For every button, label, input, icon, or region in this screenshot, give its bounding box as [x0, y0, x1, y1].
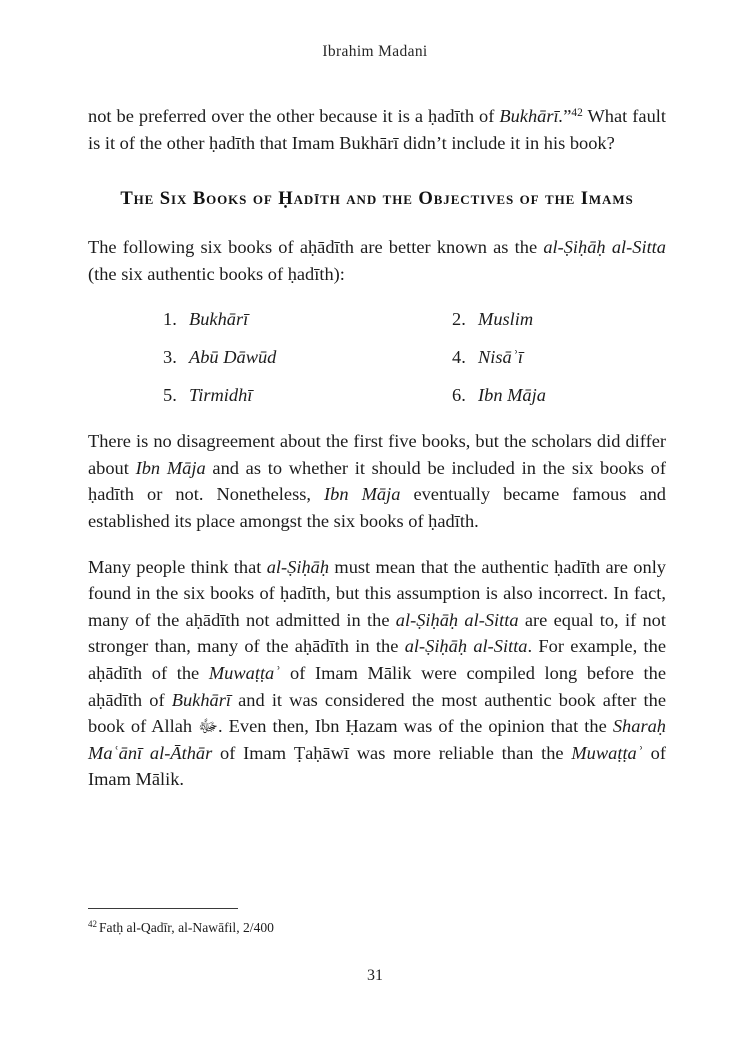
paragraph-ibn-maja	[88, 428, 666, 534]
paragraph-1-close-quote: ”	[563, 106, 572, 126]
paragraph-4-part4: . For example, the aḥādīth of the	[88, 636, 666, 683]
paragraph-4-italic-sharah-maani: Sharaḥ Maʿānī al-Āthār	[88, 716, 666, 763]
page-number: 31	[367, 967, 383, 984]
list-item-number: 6.	[452, 384, 466, 405]
paragraph-3-italic-ibn-maja-2: Ibn Māja	[324, 484, 401, 505]
list-item	[377, 306, 666, 333]
paragraph-1-italic-title: Bukhārī.	[499, 106, 564, 126]
list-item	[88, 306, 377, 333]
list-item	[377, 344, 666, 371]
footnote-area	[88, 908, 666, 937]
paragraph-4-part6: and it was considered the most authentic book after the book of Allah	[88, 689, 666, 737]
list-item-title: Bukhārī	[189, 309, 249, 330]
paragraph-4-part1: Many people think that	[88, 556, 267, 577]
paragraph-3-part1: There is no disagreement about the first five books, but the scholars did differ about	[88, 431, 666, 478]
list-item-number: 2.	[452, 309, 466, 330]
page-content	[88, 103, 666, 812]
paragraph-4-italic-sihah: al-Ṣiḥāḥ	[266, 556, 330, 577]
list-item-title: Ibn Māja	[478, 384, 546, 405]
paragraph-2-part2: (the six authentic books of ḥadīth):	[88, 263, 345, 284]
paragraph-4-italic-sihah-sitta-2: al-Ṣiḥāḥ al-Sitta	[404, 636, 528, 657]
paragraph-1-text-after: What fault is it of the other ḥadīth that Imam Bukhārī didn’t include it in his book?	[88, 106, 666, 153]
paragraph-1-text-before: not be preferred over the other because it is a ḥadīth of	[88, 106, 500, 126]
paragraph-4-part5: of Imam Mālik were compiled long before the aḥādīth of	[88, 662, 666, 710]
paragraph-4-part9: of Imam Mālik.	[88, 742, 666, 790]
list-item-title: Nisāʾī	[478, 346, 523, 367]
list-item-number: 1.	[163, 309, 177, 330]
list-item-title: Tirmidhī	[189, 384, 253, 405]
paragraph-4-part2: must mean that the authentic ḥadīth are only found in the six books of ḥadīth, but this assumption is also incorrect. In fact, many of the aḥādīth not admitted in the	[88, 556, 667, 630]
paragraph-4-italic-sihah-sitta-1: al-Ṣiḥāḥ al-Sitta	[395, 609, 519, 630]
list-item	[88, 344, 377, 371]
six-books-list	[88, 306, 666, 408]
paragraph-3-italic-ibn-maja-1: Ibn Māja	[135, 457, 206, 478]
list-item	[377, 382, 666, 409]
list-item	[88, 382, 377, 409]
paragraph-4-part3: are equal to, if not stronger than, many of the aḥādīth in the	[88, 609, 666, 657]
footnote-text: Fatḥ al-Qadīr, al-Nawāfil, 2/400	[98, 920, 274, 935]
section-heading: The Six Books of Ḥadīth and the Objectives of the Imams	[120, 188, 634, 210]
paragraph-six-books-intro	[88, 234, 666, 287]
paragraph-sihah-discussion	[88, 554, 666, 793]
paragraph-4-part7: . Even then, Ibn Ḥazam was of the opinion that the	[217, 716, 613, 737]
paragraph-4-part8: of Imam Ṭaḥāwī was more reliable than the	[212, 742, 572, 763]
paragraph-4-italic-muwatta-2: Muwaṭṭaʾ	[571, 742, 643, 763]
footnote-entry	[88, 918, 666, 937]
paragraph-4-italic-bukhari: Bukhārī	[171, 689, 231, 710]
paragraph-3-part2: and as to whether it should be included in the six books of ḥadīth or not. Nonetheless,	[88, 457, 666, 505]
paragraph-2-part1: The following six books of aḥādīth are better known as the	[88, 237, 544, 258]
list-item-number: 3.	[163, 346, 177, 367]
allah-honorific-glyph: ﷻ	[198, 716, 218, 737]
footnote-separator-rule	[88, 908, 238, 909]
list-item-number: 4.	[452, 346, 466, 367]
paragraph-2-italic-sihah-sitta: al-Ṣiḥāḥ al-Sitta	[543, 237, 666, 258]
paragraph-4-italic-muwatta-1: Muwaṭṭaʾ	[208, 662, 281, 683]
paragraph-3-part3: eventually became famous and established its place amongst the six books of ḥadīth.	[88, 484, 666, 531]
list-item-title: Muslim	[478, 309, 534, 330]
footnote-reference-42[interactable]: 42	[571, 107, 583, 120]
list-item-title: Abū Dāwūd	[189, 346, 277, 367]
running-head: Ibrahim Madani	[322, 43, 428, 60]
list-item-number: 5.	[163, 384, 177, 405]
paragraph-continuation	[88, 103, 666, 156]
footnote-number: 42	[88, 919, 97, 930]
